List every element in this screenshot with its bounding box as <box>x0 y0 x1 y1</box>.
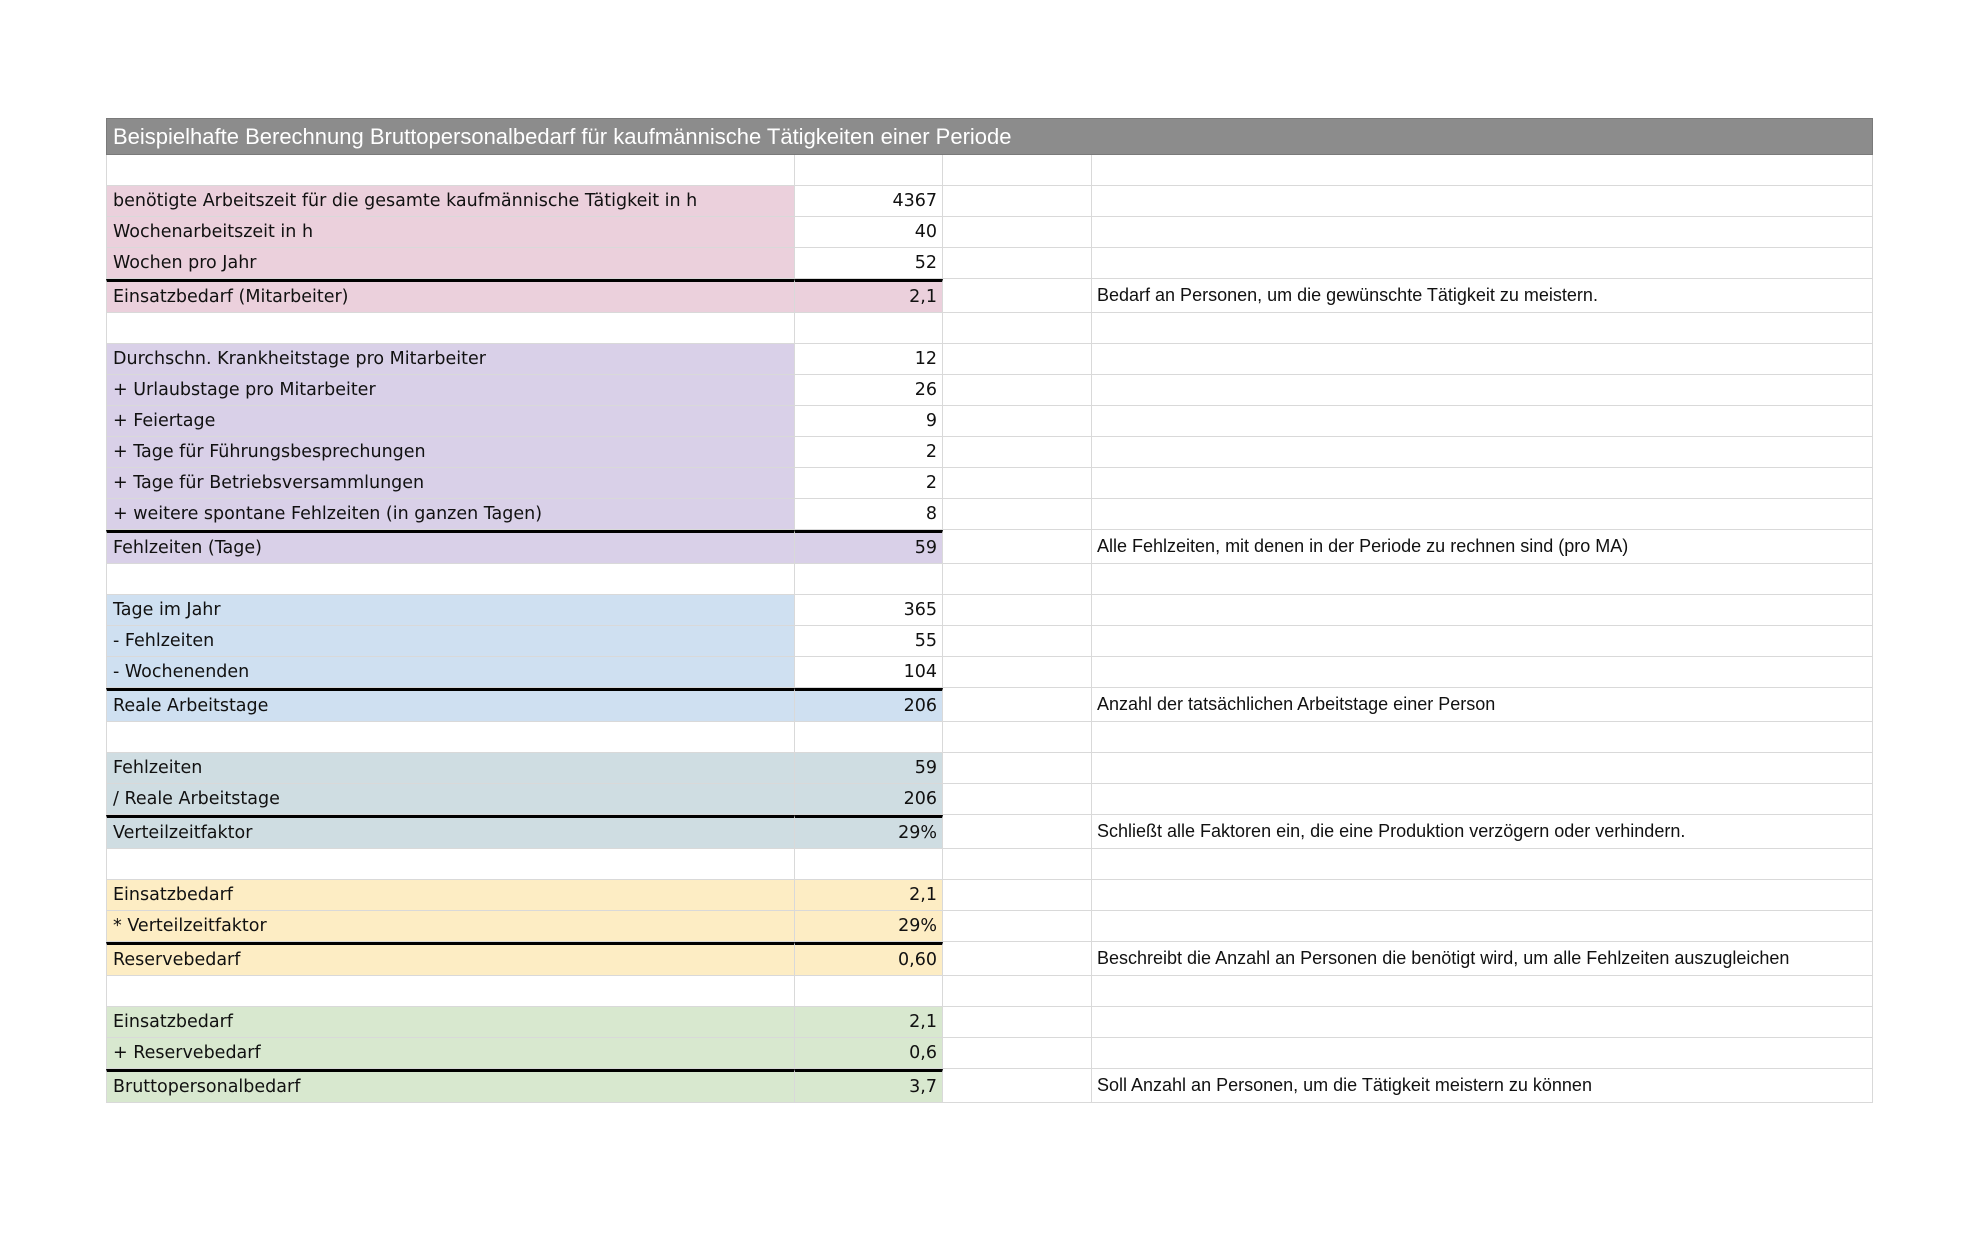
cell[interactable] <box>1092 722 1873 753</box>
label-cell[interactable]: Einsatzbedarf <box>106 880 795 911</box>
cell[interactable] <box>943 784 1092 815</box>
total-row <box>106 942 1873 976</box>
note-cell[interactable] <box>1092 880 1873 911</box>
table-row <box>106 344 1873 375</box>
cell[interactable] <box>1092 849 1873 880</box>
cell[interactable] <box>1092 313 1873 344</box>
note-cell[interactable] <box>1092 784 1873 815</box>
cell[interactable] <box>106 155 795 186</box>
note-cell[interactable] <box>1092 753 1873 784</box>
total-label-cell[interactable]: Fehlzeiten (Tage) <box>106 530 795 564</box>
cell[interactable] <box>943 279 1092 313</box>
total-row <box>106 530 1873 564</box>
cell[interactable] <box>943 688 1092 722</box>
cell[interactable] <box>943 1069 1092 1103</box>
table-row <box>106 595 1873 626</box>
cell[interactable] <box>943 248 1092 279</box>
value-cell[interactable]: 365 <box>795 595 943 626</box>
cell[interactable] <box>943 657 1092 688</box>
cell[interactable] <box>795 564 943 595</box>
label-cell[interactable]: + Feiertage <box>106 406 795 437</box>
value-cell[interactable]: 9 <box>795 406 943 437</box>
value-cell[interactable]: 55 <box>795 626 943 657</box>
value-cell[interactable]: 206 <box>795 784 943 815</box>
label-cell[interactable]: Wochen pro Jahr <box>106 248 795 279</box>
sheet-title[interactable]: Beispielhafte Berechnung Bruttopersonalbedarf für kaufmännische Tätigkeiten einer Periode <box>106 118 1873 155</box>
total-row <box>106 688 1873 722</box>
note-cell[interactable] <box>1092 344 1873 375</box>
cell[interactable] <box>943 942 1092 976</box>
label-cell[interactable]: / Reale Arbeitstage <box>106 784 795 815</box>
label-cell[interactable]: - Wochenenden <box>106 657 795 688</box>
label-cell[interactable]: + Reservebedarf <box>106 1038 795 1069</box>
cell[interactable] <box>943 976 1092 1007</box>
cell[interactable] <box>943 753 1092 784</box>
cell[interactable] <box>795 849 943 880</box>
note-cell[interactable] <box>1092 248 1873 279</box>
cell[interactable] <box>943 499 1092 530</box>
cell[interactable] <box>943 815 1092 849</box>
cell[interactable] <box>943 530 1092 564</box>
cell[interactable] <box>943 468 1092 499</box>
spreadsheet <box>106 118 1873 1103</box>
note-cell[interactable] <box>1092 657 1873 688</box>
cell[interactable] <box>795 313 943 344</box>
cell[interactable] <box>943 313 1092 344</box>
total-row <box>106 815 1873 849</box>
cell[interactable] <box>943 911 1092 942</box>
value-cell[interactable]: 26 <box>795 375 943 406</box>
cell[interactable] <box>1092 564 1873 595</box>
total-row <box>106 1069 1873 1103</box>
label-cell[interactable]: + Urlaubstage pro Mitarbeiter <box>106 375 795 406</box>
cell[interactable] <box>943 564 1092 595</box>
table-row <box>106 437 1873 468</box>
label-cell[interactable]: Einsatzbedarf <box>106 1007 795 1038</box>
note-cell[interactable] <box>1092 1007 1873 1038</box>
cell[interactable] <box>795 976 943 1007</box>
note-cell[interactable] <box>1092 626 1873 657</box>
label-cell[interactable]: - Fehlzeiten <box>106 626 795 657</box>
cell[interactable] <box>106 849 795 880</box>
cell[interactable] <box>106 313 795 344</box>
cell[interactable] <box>106 722 795 753</box>
cell[interactable] <box>943 344 1092 375</box>
table-row <box>106 248 1873 279</box>
cell[interactable] <box>943 1038 1092 1069</box>
label-cell[interactable]: Fehlzeiten <box>106 753 795 784</box>
blank-row <box>106 849 1873 880</box>
table-row <box>106 1038 1873 1069</box>
total-value-cell[interactable]: 29% <box>795 815 943 849</box>
cell[interactable] <box>106 976 795 1007</box>
total-value-cell[interactable]: 206 <box>795 688 943 722</box>
label-cell[interactable]: Tage im Jahr <box>106 595 795 626</box>
note-cell[interactable]: Beschreibt die Anzahl an Personen die benötigt wird, um alle Fehlzeiten auszugleichen <box>1092 942 1873 976</box>
cell[interactable] <box>943 406 1092 437</box>
cell[interactable] <box>943 217 1092 248</box>
cell[interactable] <box>1092 976 1873 1007</box>
value-cell[interactable]: 104 <box>795 657 943 688</box>
total-value-cell[interactable]: 2,1 <box>795 279 943 313</box>
value-cell[interactable]: 2,1 <box>795 1007 943 1038</box>
table-row <box>106 784 1873 815</box>
cell[interactable] <box>943 626 1092 657</box>
cell[interactable] <box>943 880 1092 911</box>
table-row <box>106 911 1873 942</box>
note-cell[interactable] <box>1092 595 1873 626</box>
value-cell[interactable]: 59 <box>795 753 943 784</box>
value-cell[interactable]: 52 <box>795 248 943 279</box>
cell[interactable] <box>106 564 795 595</box>
table-row <box>106 217 1873 248</box>
total-value-cell[interactable]: 3,7 <box>795 1069 943 1103</box>
value-cell[interactable]: 40 <box>795 217 943 248</box>
cell[interactable] <box>795 155 943 186</box>
value-cell[interactable]: 0,6 <box>795 1038 943 1069</box>
total-label-cell[interactable]: Reservebedarf <box>106 942 795 976</box>
cell[interactable] <box>943 437 1092 468</box>
note-cell[interactable] <box>1092 406 1873 437</box>
note-cell[interactable] <box>1092 499 1873 530</box>
table-row <box>106 880 1873 911</box>
cell[interactable] <box>943 155 1092 186</box>
note-cell[interactable] <box>1092 217 1873 248</box>
blank-row <box>106 313 1873 344</box>
label-cell[interactable]: + weitere spontane Fehlzeiten (in ganzen Tagen) <box>106 499 795 530</box>
label-cell[interactable]: + Tage für Führungsbesprechungen <box>106 437 795 468</box>
table-row <box>106 406 1873 437</box>
value-cell[interactable]: 4367 <box>795 186 943 217</box>
label-cell[interactable]: Durchschn. Krankheitstage pro Mitarbeiter <box>106 344 795 375</box>
note-cell[interactable] <box>1092 375 1873 406</box>
blank-row <box>106 722 1873 753</box>
table-row <box>106 1007 1873 1038</box>
table-row <box>106 626 1873 657</box>
note-cell[interactable] <box>1092 468 1873 499</box>
total-label-cell[interactable]: Reale Arbeitstage <box>106 688 795 722</box>
blank-row <box>106 564 1873 595</box>
note-cell[interactable]: Schließt alle Faktoren ein, die eine Produktion verzögern oder verhindern. <box>1092 815 1873 849</box>
note-cell[interactable]: Soll Anzahl an Personen, um die Tätigkeit meistern zu können <box>1092 1069 1873 1103</box>
note-cell[interactable]: Anzahl der tatsächlichen Arbeitstage einer Person <box>1092 688 1873 722</box>
label-cell[interactable]: + Tage für Betriebsversammlungen <box>106 468 795 499</box>
note-cell[interactable] <box>1092 186 1873 217</box>
cell[interactable] <box>943 722 1092 753</box>
cell[interactable] <box>943 595 1092 626</box>
label-cell[interactable]: Wochenarbeitszeit in h <box>106 217 795 248</box>
cell[interactable] <box>943 375 1092 406</box>
total-row <box>106 279 1873 313</box>
cell[interactable] <box>943 186 1092 217</box>
value-cell[interactable]: 2 <box>795 468 943 499</box>
table-row <box>106 468 1873 499</box>
cell[interactable] <box>1092 155 1873 186</box>
note-cell[interactable]: Bedarf an Personen, um die gewünschte Tätigkeit zu meistern. <box>1092 279 1873 313</box>
total-value-cell[interactable]: 59 <box>795 530 943 564</box>
label-cell[interactable]: benötigte Arbeitszeit für die gesamte kaufmännische Tätigkeit in h <box>106 186 795 217</box>
blank-row <box>106 155 1873 186</box>
note-cell[interactable] <box>1092 437 1873 468</box>
total-label-cell[interactable]: Bruttopersonalbedarf <box>106 1069 795 1103</box>
table-row <box>106 375 1873 406</box>
cell[interactable] <box>795 722 943 753</box>
value-cell[interactable]: 2 <box>795 437 943 468</box>
cell[interactable] <box>943 1007 1092 1038</box>
table-row <box>106 499 1873 530</box>
note-cell[interactable] <box>1092 1038 1873 1069</box>
table-row <box>106 186 1873 217</box>
value-cell[interactable]: 8 <box>795 499 943 530</box>
total-label-cell[interactable]: Einsatzbedarf (Mitarbeiter) <box>106 279 795 313</box>
note-cell[interactable]: Alle Fehlzeiten, mit denen in der Periode zu rechnen sind (pro MA) <box>1092 530 1873 564</box>
note-cell[interactable] <box>1092 911 1873 942</box>
cell[interactable] <box>943 849 1092 880</box>
value-cell[interactable]: 29% <box>795 911 943 942</box>
total-value-cell[interactable]: 0,60 <box>795 942 943 976</box>
table-row <box>106 753 1873 784</box>
table-row <box>106 657 1873 688</box>
total-label-cell[interactable]: Verteilzeitfaktor <box>106 815 795 849</box>
value-cell[interactable]: 2,1 <box>795 880 943 911</box>
label-cell[interactable]: * Verteilzeitfaktor <box>106 911 795 942</box>
blank-row <box>106 976 1873 1007</box>
value-cell[interactable]: 12 <box>795 344 943 375</box>
